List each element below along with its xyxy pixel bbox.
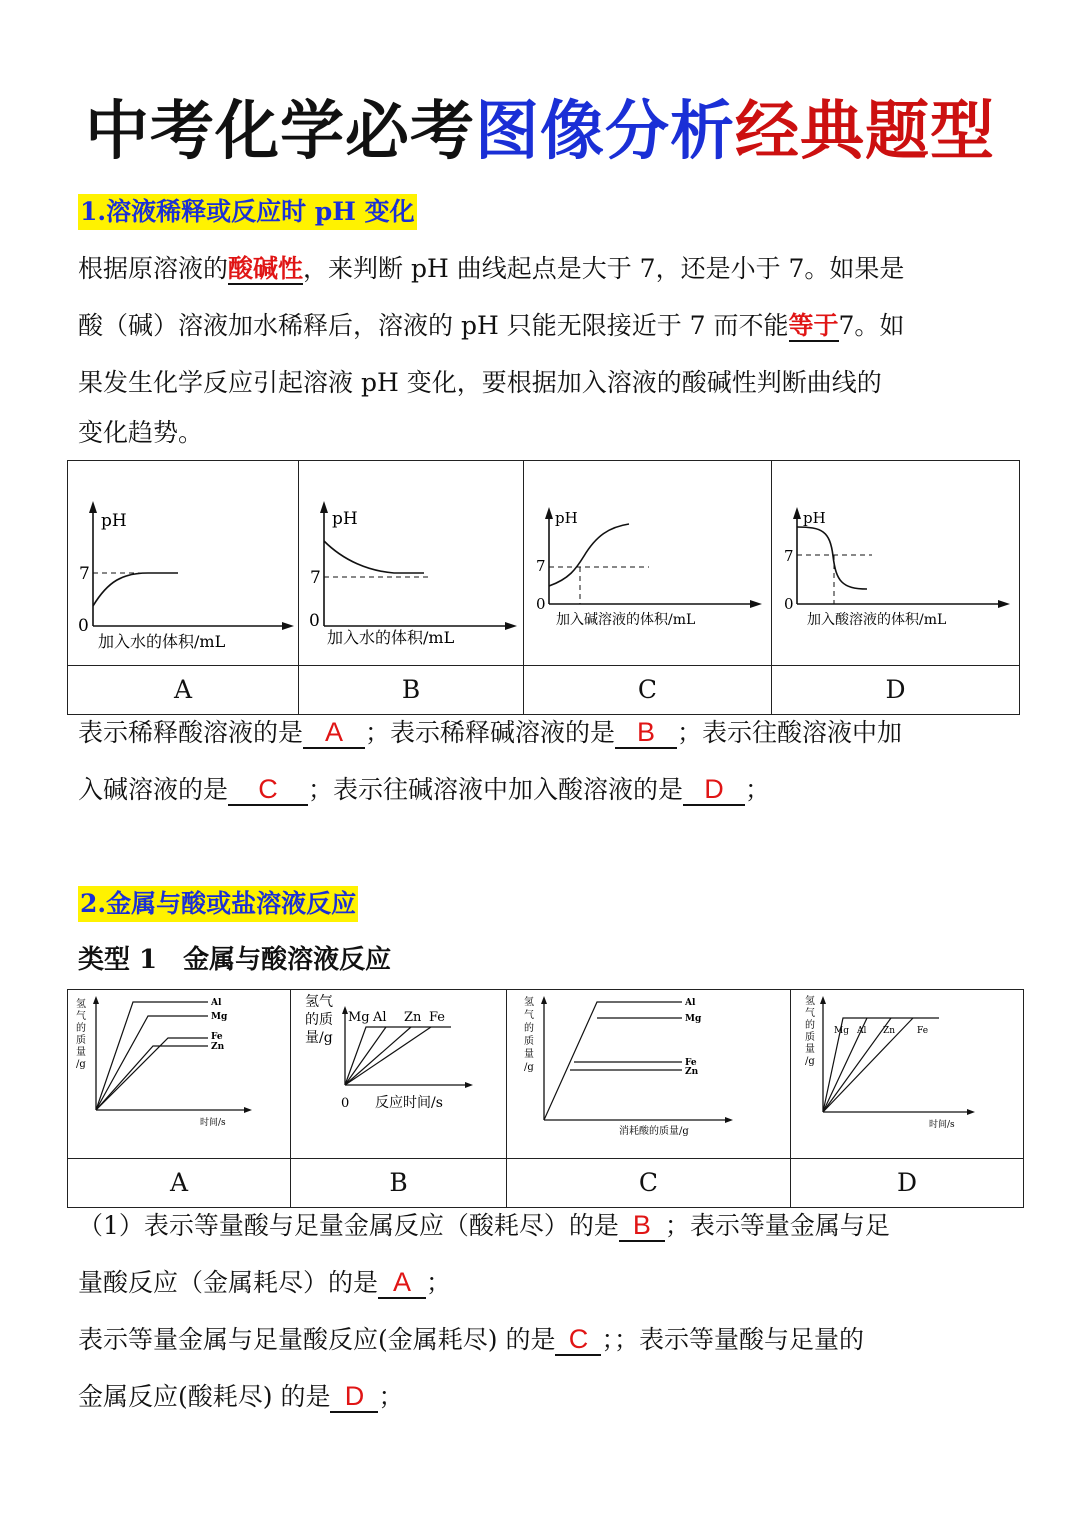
svg-text:气: 气: [76, 1011, 86, 1022]
svg-text:7: 7: [79, 564, 90, 584]
svg-text:量: 量: [76, 1047, 86, 1058]
metal-graph-b: [291, 990, 506, 1154]
metal-graph-a-cell: [68, 990, 291, 1159]
svg-text:0: 0: [78, 616, 89, 636]
svg-text:/g: /g: [805, 1056, 815, 1067]
svg-text:Zn: Zn: [211, 1042, 225, 1052]
svg-text:Zn: Zn: [883, 1026, 896, 1036]
svg-text:0: 0: [309, 611, 320, 631]
svg-text:氢: 氢: [805, 996, 815, 1007]
section1-questions: 表示稀释酸溶液的是 A ；表示稀释碱溶液的是 B ；表示往酸溶液中加 入碱溶液的是 C ；表示往碱溶液中加入酸溶液的是 D ；: [78, 717, 903, 804]
section2-heading: 2.金属与酸或盐溶液反应: [78, 886, 358, 922]
title-part1: 中考化学必考: [85, 95, 475, 169]
answer-blank-7: C: [555, 1324, 601, 1356]
svg-text:0: 0: [536, 595, 546, 613]
svg-text:加入水的体积/mL: 加入水的体积/mL: [327, 628, 455, 647]
metal-graph-c-cell: [507, 990, 791, 1159]
metal-graph-d: [791, 990, 1023, 1154]
svg-text:7: 7: [536, 557, 546, 575]
svg-text:/g: /g: [76, 1059, 86, 1070]
metal-graph-a: [68, 990, 290, 1154]
svg-text:加入水的体积/mL: 加入水的体积/mL: [98, 632, 226, 651]
svg-text:0: 0: [784, 595, 794, 613]
answer-blank-8: D: [330, 1381, 378, 1413]
answer-blank-4: D: [683, 774, 745, 806]
svg-text:pH: pH: [101, 511, 127, 531]
svg-text:质: 质: [524, 1036, 534, 1047]
svg-text:质: 质: [805, 1032, 815, 1043]
svg-text:Fe: Fe: [917, 1026, 929, 1036]
answer-blank-2: B: [615, 717, 677, 749]
svg-text:量: 量: [805, 1044, 815, 1055]
metal-graph-b-cell: [291, 990, 507, 1159]
svg-text:氢: 氢: [524, 997, 534, 1008]
svg-text:时间/s: 时间/s: [200, 1118, 226, 1128]
svg-text:Zn: Zn: [404, 1010, 422, 1025]
svg-text:氢气: 氢气: [305, 994, 333, 1010]
ph-graph-table: [67, 460, 1020, 715]
metal-label-d: D: [791, 1159, 1024, 1208]
svg-text:气: 气: [524, 1010, 534, 1021]
section2-subheading: 类型 1 金属与酸溶液反应: [78, 945, 392, 975]
svg-text:量/g: 量/g: [305, 1030, 333, 1046]
keyword-equal: 等于: [788, 311, 839, 340]
svg-text:氢: 氢: [76, 999, 86, 1010]
svg-text:pH: pH: [332, 509, 358, 529]
svg-text:pH: pH: [555, 509, 578, 527]
page-title: [0, 92, 1080, 172]
svg-text:Al: Al: [373, 1010, 387, 1025]
svg-text:7: 7: [310, 568, 321, 588]
graph-d-cell: [772, 461, 1020, 666]
svg-text:加入酸溶液的体积/mL: 加入酸溶液的体积/mL: [807, 612, 947, 628]
answer-blank-6: A: [378, 1267, 426, 1299]
graph-label-d: D: [772, 666, 1020, 715]
svg-text:的: 的: [76, 1023, 86, 1034]
section2-questions: （1）表示等量酸与足量金属反应（酸耗尽）的是 B ；表示等量金属与足 量酸反应（金属耗尽）的是 A ； 表示等量金属与足量酸反应(金属耗尽) 的是 C ；；表示等量酸与足量的 金属反应(酸耗尽) 的是 D ；: [78, 1210, 890, 1411]
section1-heading: 1.溶液稀释或反应时 pH 变化: [78, 194, 417, 230]
svg-text:Mg: Mg: [348, 1010, 370, 1025]
svg-text:的质: 的质: [305, 1012, 333, 1028]
graph-label-b: B: [299, 666, 524, 715]
svg-text:Mg: Mg: [685, 1014, 702, 1024]
metal-label-b: B: [291, 1159, 507, 1208]
svg-text:Fe: Fe: [211, 1032, 223, 1042]
section1-paragraph: 根据原溶液的酸碱性，来判断 pH 曲线起点是大于 7，还是小于 7。如果是 酸（碱）溶液加水稀释后，溶液的 pH 只能无限接近于 7 而不能等于7。如 果发生化学反应引起溶液 pH 变化，要根据加入溶液的酸碱性判断曲线的 变化趋势。: [78, 254, 905, 447]
graph-label-a: A: [68, 666, 299, 715]
ph-graph-b: [299, 461, 523, 661]
svg-text:Fe: Fe: [685, 1058, 697, 1068]
svg-text:时间/s: 时间/s: [929, 1120, 955, 1130]
svg-text:的: 的: [805, 1020, 815, 1031]
metal-graph-d-cell: [791, 990, 1024, 1159]
metal-label-c: C: [507, 1159, 791, 1208]
answer-blank-3: C: [228, 774, 308, 806]
svg-text:pH: pH: [803, 509, 826, 527]
metal-graph-c: [507, 990, 790, 1154]
svg-text:消耗酸的质量/g: 消耗酸的质量/g: [619, 1126, 689, 1137]
svg-text:Al: Al: [685, 998, 696, 1008]
answer-blank-1: A: [303, 717, 365, 749]
svg-text:加入碱溶液的体积/mL: 加入碱溶液的体积/mL: [556, 612, 696, 628]
ph-graph-d: [772, 461, 1019, 661]
svg-text:Mg: Mg: [211, 1012, 228, 1022]
svg-text:Al: Al: [857, 1026, 867, 1036]
title-part2: 图像分析: [475, 95, 735, 169]
graph-b-cell: [299, 461, 524, 666]
svg-text:质: 质: [76, 1035, 86, 1046]
svg-text:Fe: Fe: [429, 1010, 446, 1025]
svg-text:7: 7: [784, 547, 794, 565]
answer-blank-5: B: [619, 1210, 665, 1242]
svg-text:0: 0: [341, 1096, 350, 1111]
svg-text:Al: Al: [211, 998, 222, 1008]
title-part3: 经典题型: [735, 95, 995, 169]
svg-text:气: 气: [805, 1008, 815, 1019]
graph-c-cell: [524, 461, 772, 666]
svg-text:/g: /g: [524, 1062, 534, 1073]
metal-label-a: A: [68, 1159, 291, 1208]
ph-graph-a: [68, 461, 298, 661]
ph-graph-c: [524, 461, 771, 661]
svg-text:Mg: Mg: [834, 1026, 849, 1036]
svg-text:Zn: Zn: [685, 1067, 699, 1077]
svg-text:反应时间/s: 反应时间/s: [375, 1095, 443, 1111]
keyword-acidity: 酸碱性: [228, 254, 304, 283]
graph-a-cell: [68, 461, 299, 666]
svg-text:的: 的: [524, 1023, 534, 1034]
graph-label-c: C: [524, 666, 772, 715]
metal-graph-table: [67, 989, 1024, 1208]
svg-text:量: 量: [524, 1049, 534, 1060]
